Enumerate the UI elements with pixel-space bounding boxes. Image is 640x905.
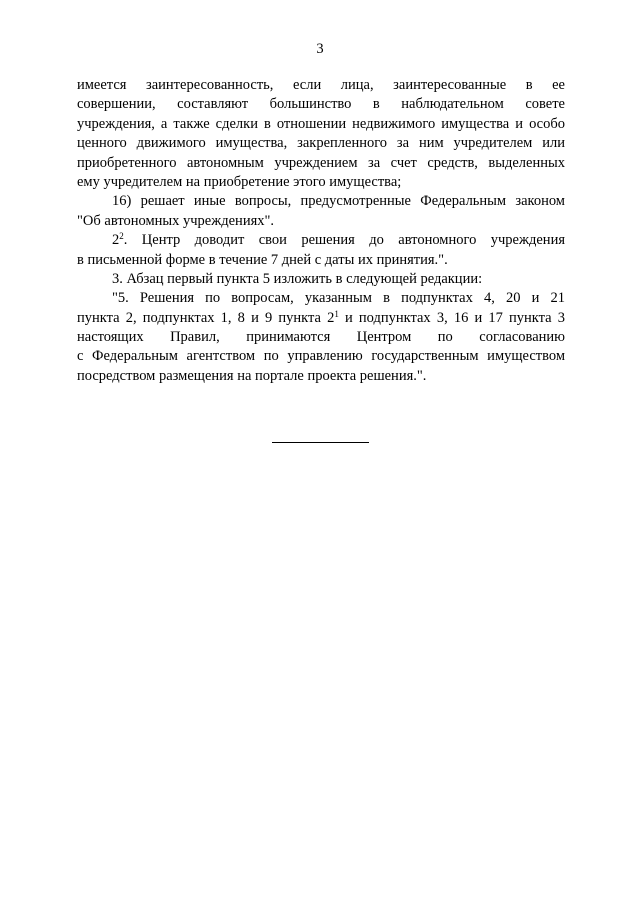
text-line: настоящих Правил, принимаются Центром по согласованию xyxy=(77,329,565,346)
text-segment: . Центр доводит свои решения до автономного учреждения xyxy=(123,232,565,249)
text-line xyxy=(77,309,565,328)
text-segment: и подпунктах 3, 16 и 17 пункта 3 xyxy=(338,309,565,326)
text-line: 16) решает иные вопросы, предусмотренные Федеральным законом xyxy=(112,193,565,210)
text-line: ему учредителем на приобретение этого имущества; xyxy=(77,173,402,190)
superscript: 2 xyxy=(119,231,124,242)
text-line: имеется заинтересованность, если лица, заинтересованные в ее xyxy=(77,77,565,93)
text-line: в письменной форме в течение 7 дней с даты их принятия.". xyxy=(77,251,448,268)
text-line: 3. Абзац первый пункта 5 изложить в следующей редакции: xyxy=(112,270,483,287)
closing-divider-line xyxy=(272,442,369,443)
text-line xyxy=(77,231,565,250)
text-line: ценного движимого имущества, закрепленного за ним учредителем или xyxy=(77,135,565,152)
text-line: учреждения, а также сделки в отношении недвижимого имущества и особо xyxy=(77,115,565,132)
text-line: совершении, составляют большинство в наблюдательном совете xyxy=(77,96,565,113)
text-line: посредством размещения на портале проекта решения.". xyxy=(77,367,427,384)
text-segment: 2 xyxy=(112,232,120,249)
page-number: 3 xyxy=(316,41,324,57)
text-line: приобретенного автономным учреждением за счет средств, выделенных xyxy=(77,154,565,171)
superscript: 1 xyxy=(334,308,339,319)
text-line: с Федеральным агентством по управлению государственным имуществом xyxy=(77,348,565,365)
document-body xyxy=(77,76,565,386)
text-line: "Об автономных учреждениях". xyxy=(77,212,275,229)
text-segment: пункта 2, подпунктах 1, 8 и 9 пункта 2 xyxy=(77,309,335,326)
text-line: "5. Решения по вопросам, указанным в подпунктах 4, 20 и 21 xyxy=(112,290,565,307)
